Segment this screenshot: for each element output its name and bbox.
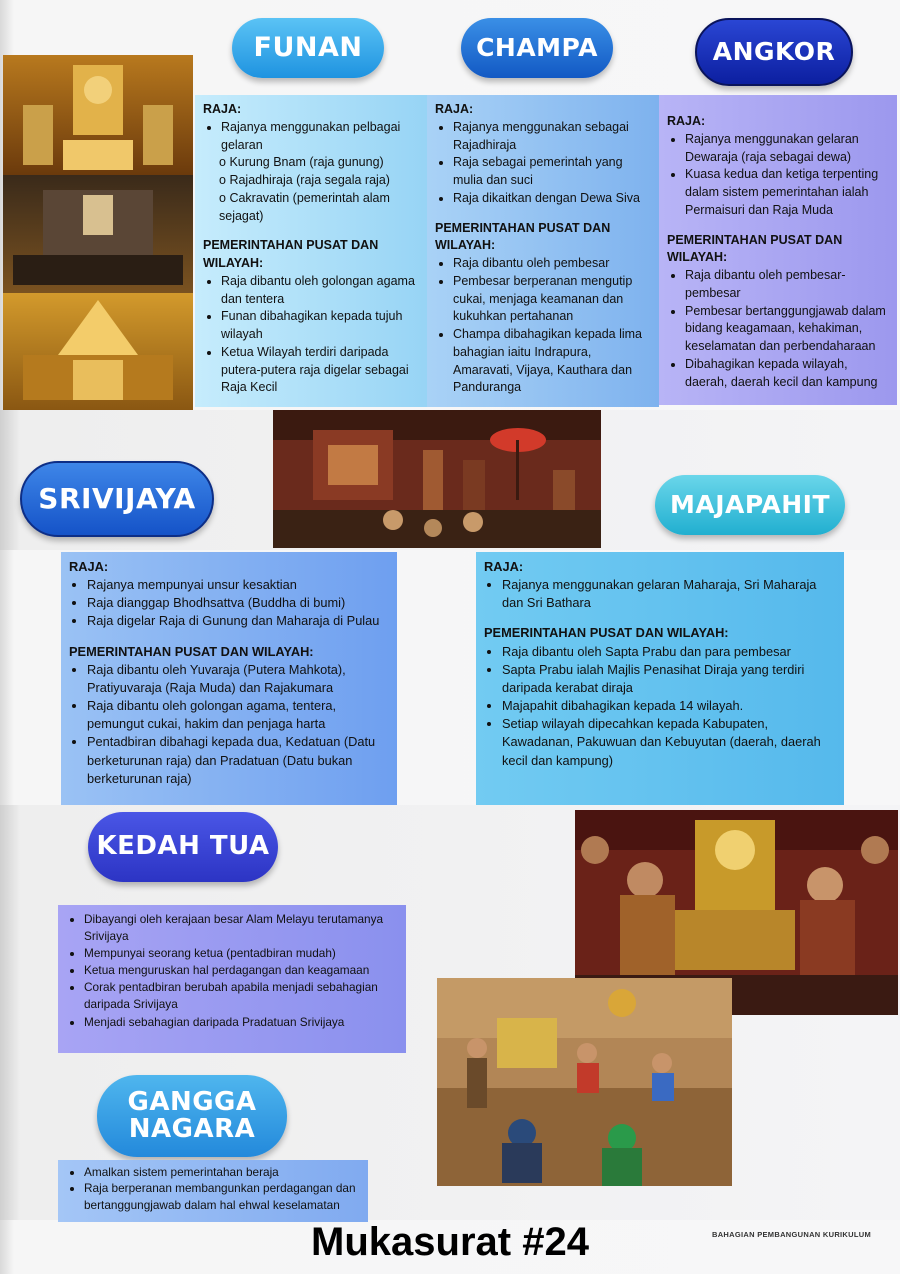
list-item: • Sapta Prabu ialah Majlis Penasihat Diraja yang terdiri daripada kerabat diraja [502, 661, 836, 697]
champa-raja-heading: RAJA: [435, 102, 474, 116]
temple-collage-image [3, 55, 193, 410]
majapahit-pusat-heading: PEMERINTAHAN PUSAT DAN WILAYAH: [484, 625, 729, 641]
gangga-nagara-title [97, 1075, 287, 1157]
srivijaya-raja-heading: RAJA: [69, 559, 109, 574]
angkor-pusat-heading: PEMERINTAHAN PUSAT DAN WILAYAH: [667, 232, 843, 265]
list-item: • Raja digelar Raja di Gunung dan Maharaja di Pulau [87, 612, 389, 630]
angkor-raja-heading: RAJA: [667, 114, 706, 128]
list-item: • Dibahagikan kepada wilayah, daerah, daerah kecil dan kampung [685, 356, 889, 392]
angkor-title: ANGKOR [695, 18, 853, 86]
page-number-label: Mukasurat #24 [311, 1220, 589, 1264]
list-item: o Rajadhiraja (raja segala raja) [219, 172, 419, 190]
list-item: • Raja dibantu oleh pembesar-pembesar [685, 267, 889, 303]
royal-court-scene-image [273, 410, 601, 548]
srivijaya-panel [61, 552, 397, 805]
list-item: • Dibayangi oleh kerajaan besar Alam Melayu terutamanya Srivijaya [84, 911, 398, 945]
funan-raja-heading: RAJA: [203, 102, 242, 116]
list-item: • Raja dibantu oleh golongan agama, tentera, pemungut cukai, hakim dan penjaga harta [87, 697, 389, 733]
angkor-panel [659, 95, 897, 405]
list-item: • Setiap wilayah dipecahkan kepada Kabupaten, Kawadanan, Pakuwuan dan Kebuyutan (daerah, daerah kecil dan kampung) [502, 715, 836, 769]
champa-pusat-heading: PEMERINTAHAN PUSAT DAN WILAYAH: [435, 220, 611, 253]
list-item: • Rajanya mempunyai unsur kesaktian [87, 576, 389, 594]
list-item: • Raja dibantu oleh golongan agama dan tentera [221, 273, 419, 309]
majapahit-title: MAJAPAHIT [655, 475, 845, 535]
kedah-meeting-image [437, 978, 732, 1186]
list-item: • Rajanya menggunakan sebagai Rajadhiraja [453, 119, 651, 155]
list-item: • Pentadbiran dibahagi kepada dua, Kedatuan (Datu berketurunan raja) dan Pradatuan (Datu bukan berketurunan raja) [87, 733, 389, 787]
list-item: • Rajanya menggunakan gelaran Maharaja, Sri Maharaja dan Sri Bathara [502, 576, 836, 612]
list-item: • Raja sebagai pemerintah yang mulia dan suci [453, 154, 651, 190]
list-item: • Champa dibahagikan kepada lima bahagian iaitu Indrapura, Amaravati, Vijaya, Kauthara dan Panduranga [453, 326, 651, 397]
gangga-title-line2: NAGARA [128, 1114, 256, 1144]
srivijaya-pusat-heading: PEMERINTAHAN PUSAT DAN WILAYAH: [69, 643, 314, 659]
list-item: • Pembesar bertanggungjawab dalam bidang keagamaan, kehakiman, keselamatan dan perbendaharaan [685, 303, 889, 356]
list-item: • Raja dibantu oleh Sapta Prabu dan para pembesar [502, 643, 836, 661]
list-item: • Ketua Wilayah terdiri daripada putera-putera raja digelar sebagai Raja Kecil [221, 344, 419, 397]
list-item: o Cakravatin (pemerintah alam sejagat) [219, 190, 419, 226]
list-item: • Raja berperanan membangunkan perdagangan dan bertanggungjawab dalam hal ehwal keselamatan [84, 1180, 360, 1213]
gangga-title-line1: GANGGA [127, 1086, 257, 1117]
list-item: • Amalkan sistem pemerintahan beraja [84, 1164, 360, 1180]
list-item: • Raja dikaitkan dengan Dewa Siva [453, 190, 651, 208]
list-item: • Pembesar berperanan mengutip cukai, menjaga keamanan dan kukuhkan pertahanan [453, 273, 651, 326]
list-item: • Rajanya menggunakan pelbagai gelaran [221, 119, 419, 155]
majapahit-raja-heading: RAJA: [484, 559, 524, 574]
majapahit-panel [476, 552, 844, 805]
list-item: • Menjadi sebahagian daripada Pradatuan Srivijaya [84, 1014, 398, 1031]
list-item: • Funan dibahagikan kepada tujuh wilayah [221, 308, 419, 344]
list-item: • Raja dianggap Bhodhsattva (Buddha di bumi) [87, 594, 389, 612]
list-item: • Raja dibantu oleh Yuvaraja (Putera Mahkota), Pratiyuvaraja (Raja Muda) dan Rajakumara [87, 661, 389, 697]
list-item: • Raja dibantu oleh pembesar [453, 255, 651, 273]
kedah-tua-title: KEDAH TUA [88, 812, 278, 882]
list-item: • Corak pentadbiran berubah apabila menjadi sebahagian daripada Srivijaya [84, 979, 398, 1013]
funan-panel [195, 95, 427, 407]
list-item: • Ketua menguruskan hal perdagangan dan keagamaan [84, 962, 398, 979]
funan-title: FUNAN [232, 18, 384, 78]
list-item: • Kuasa kedua dan ketiga terpenting dalam sistem pemerintahan ialah Permaisuri dan Raja Muda [685, 166, 889, 219]
list-item: • Majapahit dibahagikan kepada 14 wilayah. [502, 697, 836, 715]
list-item: • Rajanya menggunakan gelaran Dewaraja (raja sebagai dewa) [685, 131, 889, 167]
gangga-nagara-panel [58, 1160, 368, 1222]
srivijaya-title: SRIVIJAYA [20, 461, 214, 537]
champa-title: CHAMPA [461, 18, 613, 78]
kedah-tua-panel [58, 905, 406, 1053]
list-item: • Mempunyai seorang ketua (pentadbiran mudah) [84, 945, 398, 962]
list-item: o Kurung Bnam (raja gunung) [219, 154, 419, 172]
funan-pusat-heading: PEMERINTAHAN PUSAT DAN WILAYAH: [203, 238, 379, 270]
champa-panel [427, 95, 659, 407]
curriculum-division-note: BAHAGIAN PEMBANGUNAN KURIKULUM [712, 1230, 871, 1239]
